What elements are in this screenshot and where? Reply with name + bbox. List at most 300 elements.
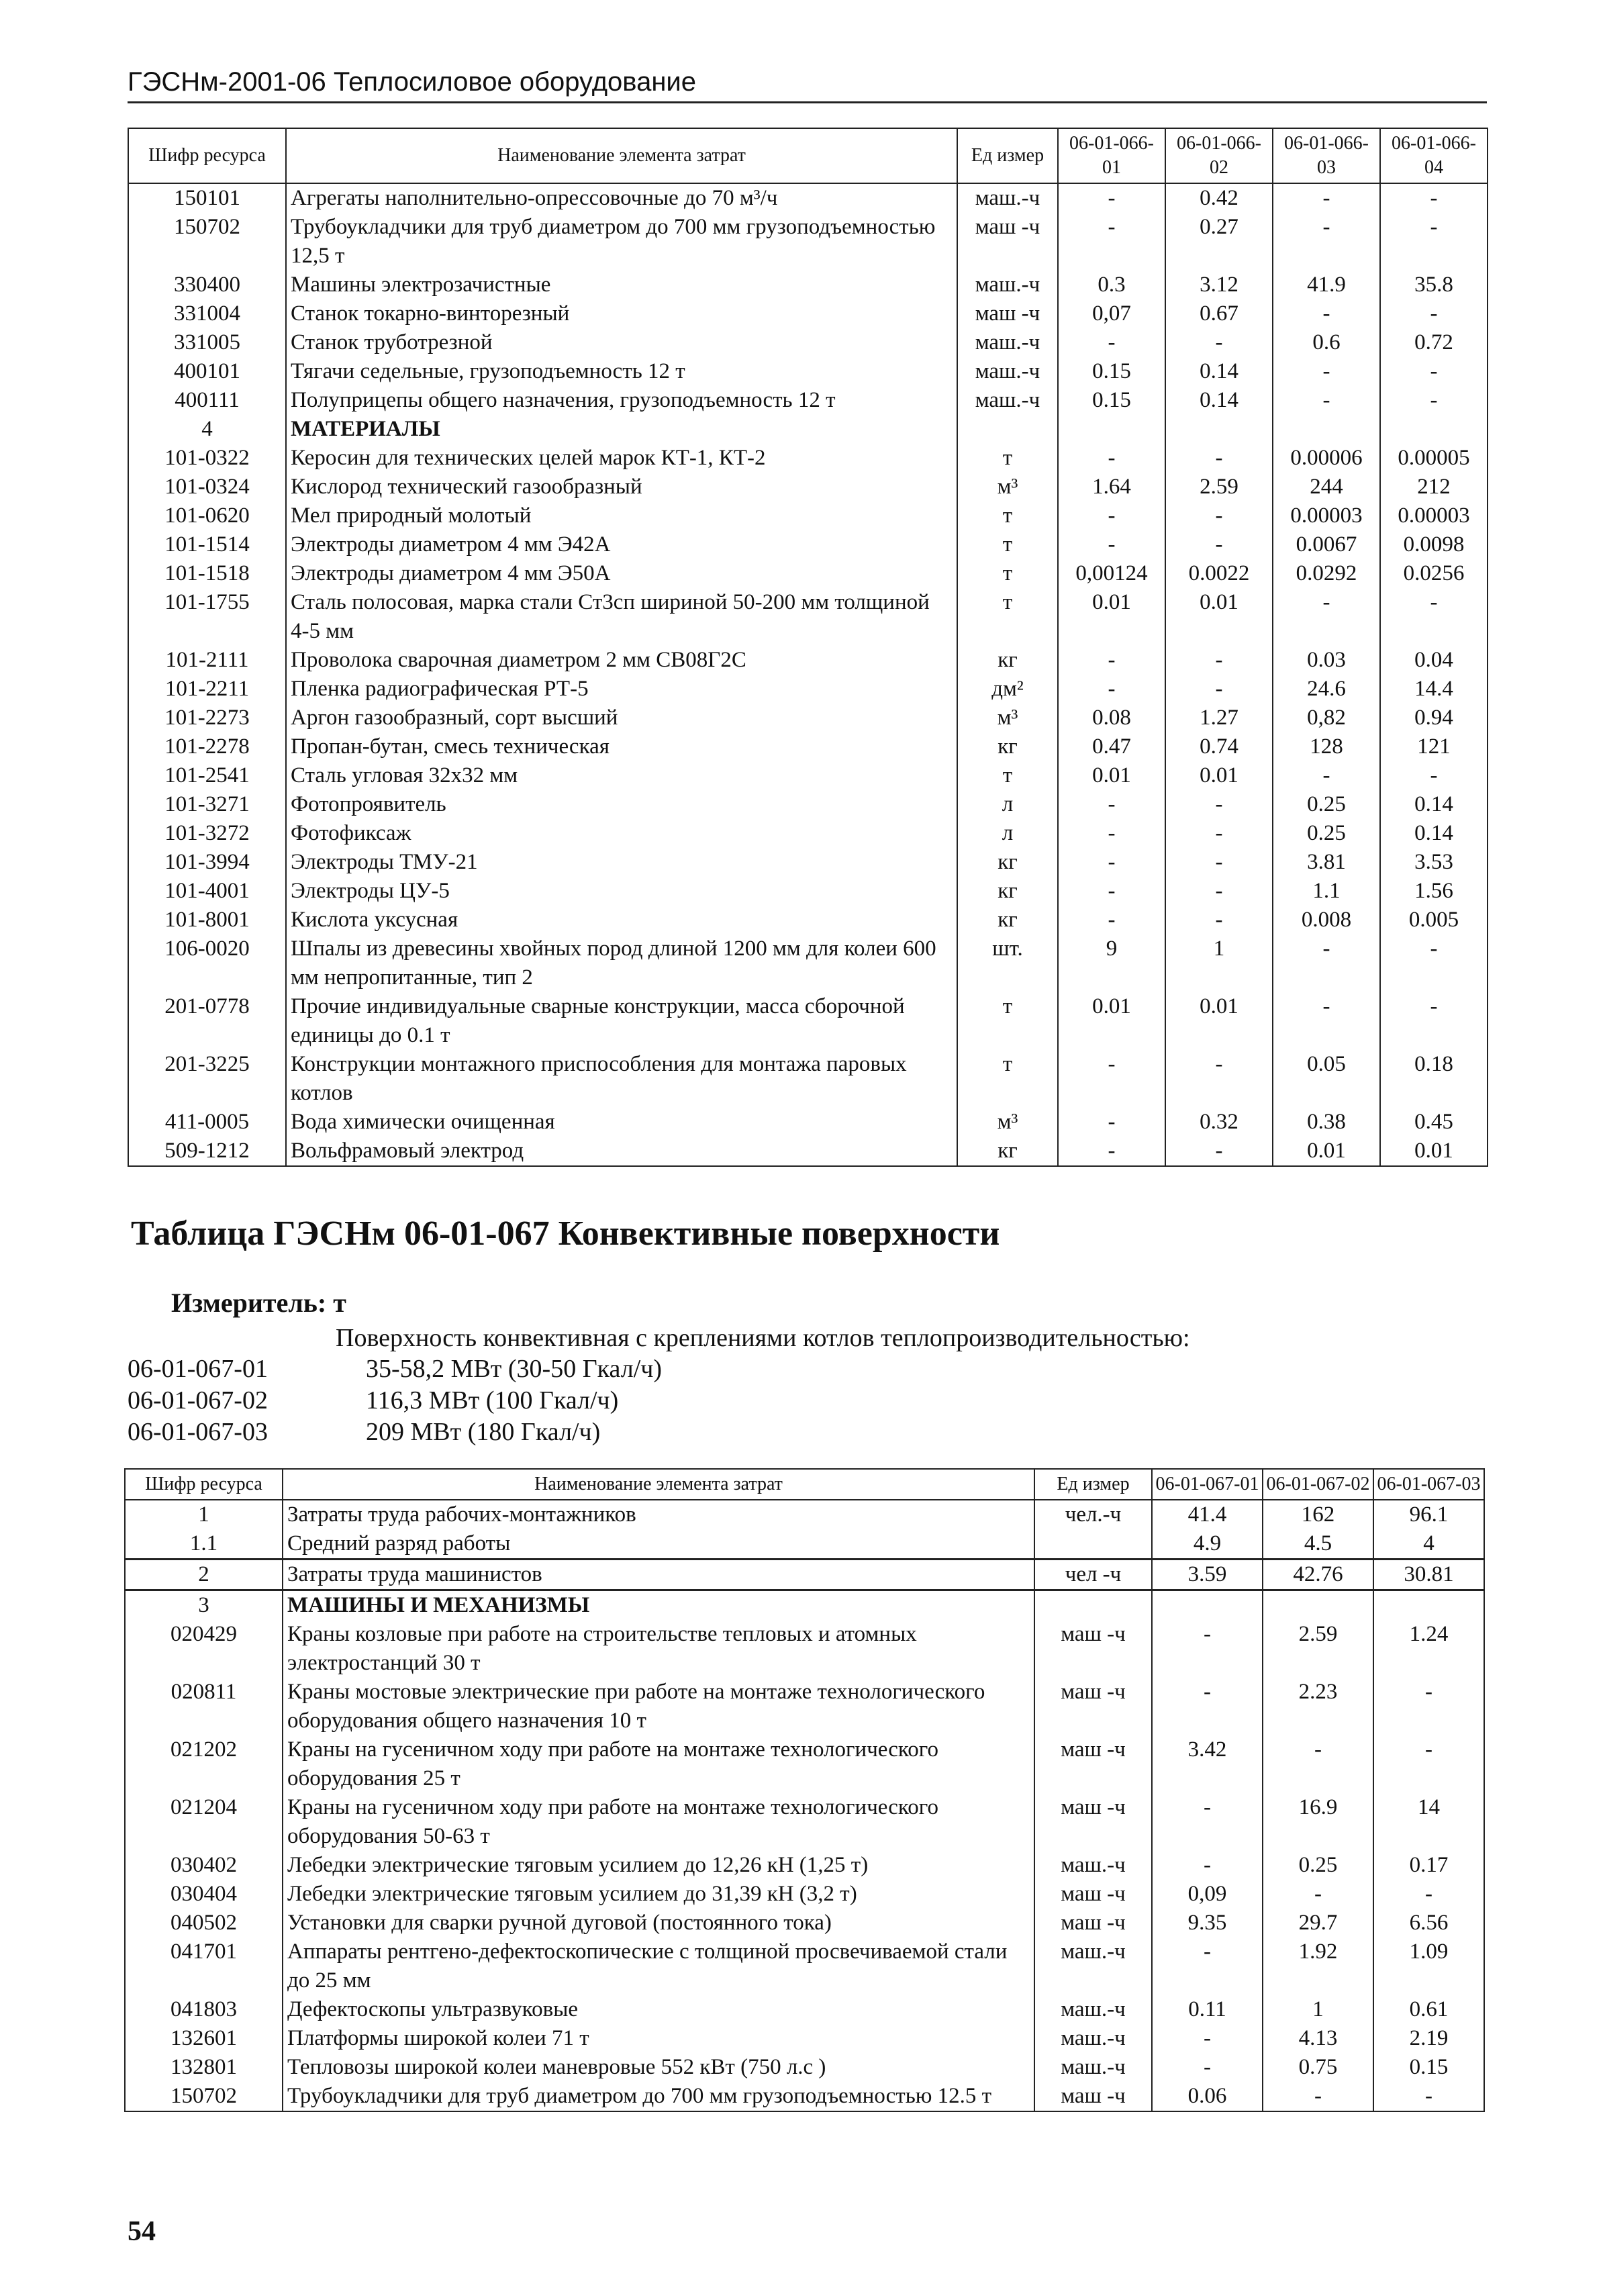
unit-cell: маш -ч [957,213,1058,271]
unit-cell: м³ [957,473,1058,501]
resource-code: 021202 [125,1735,283,1793]
resource-code: 101-8001 [128,906,286,935]
value-cell [1373,1590,1484,1621]
value-cell: 24.6 [1273,675,1380,704]
unit-cell: м³ [957,704,1058,732]
variant-item [128,1385,1490,1417]
cost-element-name: Электроды ТМУ-21 [286,848,957,877]
table-row [128,501,1488,530]
value-cell: - [1165,906,1273,935]
resource-code: 101-3272 [128,819,286,848]
table-row [128,675,1488,704]
value-cell: 9 [1058,935,1165,992]
value-cell: 0.00005 [1380,444,1488,473]
value-cell: - [1165,1137,1273,1166]
value-cell: 14.4 [1380,675,1488,704]
cost-element-name: Полуприцепы общего назначения, грузоподъемность 12 т [286,386,957,415]
table-row [128,877,1488,906]
column-header: 06-01-067-01 [1152,1469,1263,1500]
unit-cell: т [957,761,1058,790]
value-cell: 0.14 [1165,357,1273,386]
value-cell: - [1058,213,1165,271]
unit-cell: шт. [957,935,1058,992]
cost-element-name: Дефектоскопы ультразвуковые [283,1995,1034,2024]
value-cell: - [1152,1851,1263,1880]
value-cell [1273,415,1380,444]
column-header: 06-01-066-01 [1058,128,1165,183]
cost-element-name: Мел природный молотый [286,501,957,530]
value-cell: 0.01 [1165,588,1273,646]
resource-code: 030402 [125,1851,283,1880]
value-cell: - [1058,646,1165,675]
cost-element-name: Краны мостовые электрические при работе на монтаже технологического оборудования общего назначения 10 т [283,1678,1034,1735]
unit-cell: маш.-ч [1034,2024,1152,2053]
cost-element-name: Краны козловые при работе на строительстве тепловых и атомных электростанций 30 т [283,1620,1034,1678]
unit-cell: маш -ч [957,299,1058,328]
cost-element-name: Затраты труда рабочих-монтажников [283,1500,1034,1529]
resource-code: 509-1212 [128,1137,286,1166]
resource-code: 101-0322 [128,444,286,473]
value-cell: 0.3 [1058,271,1165,299]
value-cell: 4.13 [1263,2024,1373,2053]
running-head: ГЭСНм-2001-06 Теплосиловое оборудование [128,67,1487,103]
value-cell: 0.25 [1263,1851,1373,1880]
value-cell: 0.01 [1165,761,1273,790]
column-header: 06-01-066-04 [1380,128,1488,183]
column-header: Ед измер [1034,1469,1152,1500]
value-cell: - [1373,1880,1484,1909]
resource-code: 400101 [128,357,286,386]
value-cell: - [1058,906,1165,935]
value-cell: - [1152,2053,1263,2082]
meter-line [171,1287,1490,1319]
unit-cell: т [957,588,1058,646]
value-cell: 1.24 [1373,1620,1484,1678]
cost-element-name: Фотофиксаж [286,819,957,848]
value-cell: - [1152,2024,1263,2053]
value-cell: - [1165,819,1273,848]
unit-cell: л [957,790,1058,819]
value-cell: - [1373,1735,1484,1793]
value-cell: 0.01 [1273,1137,1380,1166]
resource-code: 1.1 [125,1529,283,1560]
table-row [125,1529,1484,1560]
table-row [128,906,1488,935]
cost-element-name: Агрегаты наполнительно-опрессовочные до 70 м³/ч [286,183,957,213]
value-cell: 3.59 [1152,1560,1263,1590]
value-cell: 0.61 [1373,1995,1484,2024]
value-cell: 0.06 [1152,2082,1263,2111]
value-cell: 3.53 [1380,848,1488,877]
unit-cell: м³ [957,1108,1058,1137]
value-cell: 0.74 [1165,732,1273,761]
resource-code: 201-3225 [128,1050,286,1108]
value-cell: 0.04 [1380,646,1488,675]
value-cell: - [1263,1880,1373,1909]
cost-element-name: Электроды диаметром 4 мм Э42А [286,530,957,559]
table-row [125,1500,1484,1529]
value-cell: 0.01 [1058,992,1165,1050]
table-row [128,299,1488,328]
value-cell [1152,1590,1263,1621]
value-cell: 1 [1165,935,1273,992]
value-cell: - [1152,1938,1263,1995]
value-cell: - [1380,935,1488,992]
value-cell: 0.27 [1165,213,1273,271]
value-cell: - [1058,877,1165,906]
table-row [128,588,1488,646]
unit-cell: кг [957,1137,1058,1166]
value-cell: 0.25 [1273,819,1380,848]
value-cell: 9.35 [1152,1909,1263,1938]
value-cell: 244 [1273,473,1380,501]
resource-code: 330400 [128,271,286,299]
cost-element-name: Проволока сварочная диаметром 2 мм СВ08Г2С [286,646,957,675]
resource-code: 1 [125,1500,283,1529]
meter-value: т [333,1288,346,1318]
value-cell: 0.6 [1273,328,1380,357]
value-cell: 6.56 [1373,1909,1484,1938]
value-cell: - [1152,1620,1263,1678]
cost-element-name: Электроды ЦУ-5 [286,877,957,906]
table-row [128,732,1488,761]
value-cell: - [1273,213,1380,271]
unit-cell: кг [957,646,1058,675]
table-row [128,646,1488,675]
cost-element-name: Лебедки электрические тяговым усилием до 31,39 кН (3,2 т) [283,1880,1034,1909]
value-cell: - [1152,1793,1263,1851]
cost-element-name: Станок труботрезной [286,328,957,357]
value-cell: - [1263,1735,1373,1793]
table-row [125,2082,1484,2111]
page-number: 54 [128,2216,156,2247]
value-cell: - [1058,819,1165,848]
resource-code: 101-4001 [128,877,286,906]
value-cell: 0.18 [1380,1050,1488,1108]
resource-table-067 [124,1468,1485,2112]
cost-element-name: Тепловозы широкой колеи маневровые 552 кВт (750 л.с ) [283,2053,1034,2082]
value-cell: 0,09 [1152,1880,1263,1909]
unit-cell: маш.-ч [1034,1938,1152,1995]
value-cell: - [1058,1108,1165,1137]
value-cell: 41.9 [1273,271,1380,299]
value-cell: 2.23 [1263,1678,1373,1735]
cost-element-name: Машины электрозачистные [286,271,957,299]
unit-cell: маш.-ч [1034,1851,1152,1880]
resource-code: 3 [125,1590,283,1621]
value-cell: - [1165,1050,1273,1108]
meter-label: Измеритель: [171,1288,327,1318]
unit-cell: т [957,530,1058,559]
table-row [128,848,1488,877]
value-cell: 4.5 [1263,1529,1373,1560]
value-cell: 0.00006 [1273,444,1380,473]
variants-list [128,1353,1490,1448]
unit-cell [1034,1590,1152,1621]
value-cell: 1.92 [1263,1938,1373,1995]
value-cell: 0.47 [1058,732,1165,761]
cost-element-name: Сталь полосовая, марка стали Ст3сп шириной 50-200 мм толщиной 4-5 мм [286,588,957,646]
resource-code: 101-0324 [128,473,286,501]
section-row [125,1590,1484,1621]
column-header: Шифр ресурса [125,1469,283,1500]
value-cell: 96.1 [1373,1500,1484,1529]
column-header: 06-01-067-02 [1263,1469,1373,1500]
table-row [128,790,1488,819]
resource-code: 030404 [125,1880,283,1909]
resource-code: 150702 [128,213,286,271]
value-cell: 0.72 [1380,328,1488,357]
table-row [125,1851,1484,1880]
unit-cell: кг [957,848,1058,877]
value-cell: - [1058,790,1165,819]
value-cell: 1.1 [1273,877,1380,906]
value-cell [1058,415,1165,444]
value-cell: 0.67 [1165,299,1273,328]
unit-cell: маш.-ч [957,328,1058,357]
value-cell: - [1058,444,1165,473]
cost-element-name: Трубоукладчики для труб диаметром до 700 мм грузоподъемностью 12.5 т [283,2082,1034,2111]
unit-cell: маш -ч [1034,1909,1152,1938]
resource-code: 040502 [125,1909,283,1938]
resource-code: 101-2211 [128,675,286,704]
value-cell: - [1380,213,1488,271]
cost-element-name: Трубоукладчики для труб диаметром до 700 мм грузоподъемностью 12,5 т [286,213,957,271]
value-cell: 30.81 [1373,1560,1484,1590]
unit-cell: маш.-ч [957,183,1058,213]
value-cell: 0.005 [1380,906,1488,935]
table-row [128,1137,1488,1166]
resource-code: 101-2278 [128,732,286,761]
unit-cell: л [957,819,1058,848]
value-cell: - [1373,1678,1484,1735]
value-cell: - [1058,848,1165,877]
value-cell: 1.09 [1373,1938,1484,1995]
value-cell: 0.0292 [1273,559,1380,588]
value-cell: - [1058,501,1165,530]
value-cell: - [1380,761,1488,790]
value-cell: 0.01 [1058,588,1165,646]
column-header: 06-01-066-03 [1273,128,1380,183]
cost-element-name: Фотопроявитель [286,790,957,819]
unit-cell: маш -ч [1034,1793,1152,1851]
cost-element-name: Керосин для технических целей марок КТ-1, КТ-2 [286,444,957,473]
value-cell: 1.27 [1165,704,1273,732]
unit-cell: кг [957,877,1058,906]
section-row [128,415,1488,444]
table-row [125,1995,1484,2024]
cost-element-name: МАШИНЫ И МЕХАНИЗМЫ [283,1590,1034,1621]
unit-cell: маш -ч [1034,1620,1152,1678]
table-row [125,1909,1484,1938]
value-cell: 0.008 [1273,906,1380,935]
value-cell: - [1165,501,1273,530]
table-row [128,992,1488,1050]
cost-element-name: Аргон газообразный, сорт высший [286,704,957,732]
table-row [128,935,1488,992]
resource-code: 150702 [125,2082,283,2111]
value-cell: 0.08 [1058,704,1165,732]
value-cell: - [1273,183,1380,213]
resource-code: 400111 [128,386,286,415]
value-cell: 2.59 [1263,1620,1373,1678]
value-cell: 0.0067 [1273,530,1380,559]
value-cell: - [1165,877,1273,906]
column-header: Ед измер [957,128,1058,183]
table-row [128,183,1488,213]
column-header: Наименование элемента затрат [283,1469,1034,1500]
cost-element-name: Конструкции монтажного приспособления для монтажа паровых котлов [286,1050,957,1108]
unit-cell: маш.-ч [957,357,1058,386]
value-cell: - [1058,183,1165,213]
unit-cell: маш.-ч [1034,1995,1152,2024]
variant-item [128,1353,1490,1385]
resource-code: 041701 [125,1938,283,1995]
resource-code: 101-0620 [128,501,286,530]
value-cell: 4 [1373,1529,1484,1560]
table-row [125,1678,1484,1735]
resource-code: 411-0005 [128,1108,286,1137]
column-header: Наименование элемента затрат [286,128,957,183]
resource-code: 101-2541 [128,761,286,790]
resource-code: 201-0778 [128,992,286,1050]
value-cell: 0.11 [1152,1995,1263,2024]
value-cell: - [1165,328,1273,357]
value-cell: 0.14 [1380,790,1488,819]
cost-element-name: Прочие индивидуальные сварные конструкции, масса сборочной единицы до 0.1 т [286,992,957,1050]
value-cell: 1 [1263,1995,1373,2024]
table-row [128,530,1488,559]
value-cell: - [1273,761,1380,790]
value-cell: - [1380,299,1488,328]
cost-element-name: Краны на гусеничном ходу при работе на монтаже технологического оборудования 50-63 т [283,1793,1034,1851]
value-cell: - [1273,935,1380,992]
unit-cell: маш -ч [1034,1735,1152,1793]
resource-code: 101-1755 [128,588,286,646]
resource-code: 150101 [128,183,286,213]
table-row [128,213,1488,271]
resource-code: 101-2273 [128,704,286,732]
value-cell: 14 [1373,1793,1484,1851]
table-row [128,444,1488,473]
value-cell: - [1165,530,1273,559]
variant-description: 116,3 МВт (100 Гкал/ч) [366,1386,619,1415]
value-cell: 0.03 [1273,646,1380,675]
value-cell [1380,415,1488,444]
variant-code: 06-01-067-03 [128,1418,268,1446]
table-row [125,1560,1484,1590]
value-cell: - [1273,299,1380,328]
value-cell: 0.01 [1380,1137,1488,1166]
value-cell: 0.01 [1165,992,1273,1050]
column-header: Шифр ресурса [128,128,286,183]
value-cell: 0.00003 [1380,501,1488,530]
unit-cell: т [957,992,1058,1050]
column-header: 06-01-066-02 [1165,128,1273,183]
value-cell: 2.19 [1373,2024,1484,2053]
unit-cell: кг [957,732,1058,761]
resource-code: 106-0020 [128,935,286,992]
cost-element-name: Кислота уксусная [286,906,957,935]
value-cell: 0.42 [1165,183,1273,213]
value-cell: 0.75 [1263,2053,1373,2082]
value-cell: - [1380,992,1488,1050]
value-cell: - [1273,992,1380,1050]
cost-element-name: Платформы широкой колеи 71 т [283,2024,1034,2053]
cost-element-name: Станок токарно-винторезный [286,299,957,328]
variant-description: 209 МВт (180 Гкал/ч) [366,1418,601,1446]
value-cell: 41.4 [1152,1500,1263,1529]
value-cell: 29.7 [1263,1909,1373,1938]
resource-code: 101-1514 [128,530,286,559]
unit-cell: чел.-ч [1034,1500,1152,1529]
value-cell: 0.15 [1058,386,1165,415]
table-row [125,1880,1484,1909]
unit-cell: маш.-ч [957,271,1058,299]
table-row [125,2053,1484,2082]
table-row [128,357,1488,386]
value-cell: - [1273,588,1380,646]
value-cell: - [1058,328,1165,357]
value-cell: 1.56 [1380,877,1488,906]
value-cell [1263,1590,1373,1621]
value-cell: 0.05 [1273,1050,1380,1108]
value-cell: 0.0022 [1165,559,1273,588]
resource-code: 132601 [125,2024,283,2053]
resource-code: 101-1518 [128,559,286,588]
value-cell: - [1380,357,1488,386]
resource-code: 101-3271 [128,790,286,819]
table-row [125,2024,1484,2053]
value-cell: - [1152,1678,1263,1735]
table-row [125,1735,1484,1793]
resource-code: 101-3994 [128,848,286,877]
value-cell: - [1380,386,1488,415]
value-cell: 212 [1380,473,1488,501]
value-cell: 3.12 [1165,271,1273,299]
value-cell: - [1058,530,1165,559]
value-cell: - [1380,183,1488,213]
value-cell [1165,415,1273,444]
value-cell: 0,07 [1058,299,1165,328]
page [128,67,1490,2112]
table-row [125,1938,1484,1995]
resource-code: 4 [128,415,286,444]
variants-intro: Поверхность конвективная с креплениями котлов теплопроизводительностью: [336,1324,1190,1352]
column-header: 06-01-067-03 [1373,1469,1484,1500]
cost-element-name: Тягачи седельные, грузоподъемность 12 т [286,357,957,386]
table-row [128,704,1488,732]
variant-code: 06-01-067-01 [128,1355,268,1383]
table-row [125,1620,1484,1678]
table-row [128,819,1488,848]
variant-description: 35-58,2 МВт (30-50 Гкал/ч) [366,1355,663,1383]
value-cell: - [1263,2082,1373,2111]
table-title: Таблица ГЭСНм 06-01-067 Конвективные поверхности [131,1214,1000,1253]
value-cell: - [1165,848,1273,877]
table-row [128,1050,1488,1108]
value-cell: - [1165,675,1273,704]
cost-element-name: Вода химически очищенная [286,1108,957,1137]
resource-code: 132801 [125,2053,283,2082]
variant-item [128,1417,1490,1448]
cost-element-name: Шпалы из древесины хвойных пород длиной 1200 мм для колеи 600 мм непропитанные, тип 2 [286,935,957,992]
value-cell: 0.00003 [1273,501,1380,530]
value-cell: 0.45 [1380,1108,1488,1137]
value-cell: - [1373,2082,1484,2111]
value-cell: 0.32 [1165,1108,1273,1137]
unit-cell: т [957,559,1058,588]
